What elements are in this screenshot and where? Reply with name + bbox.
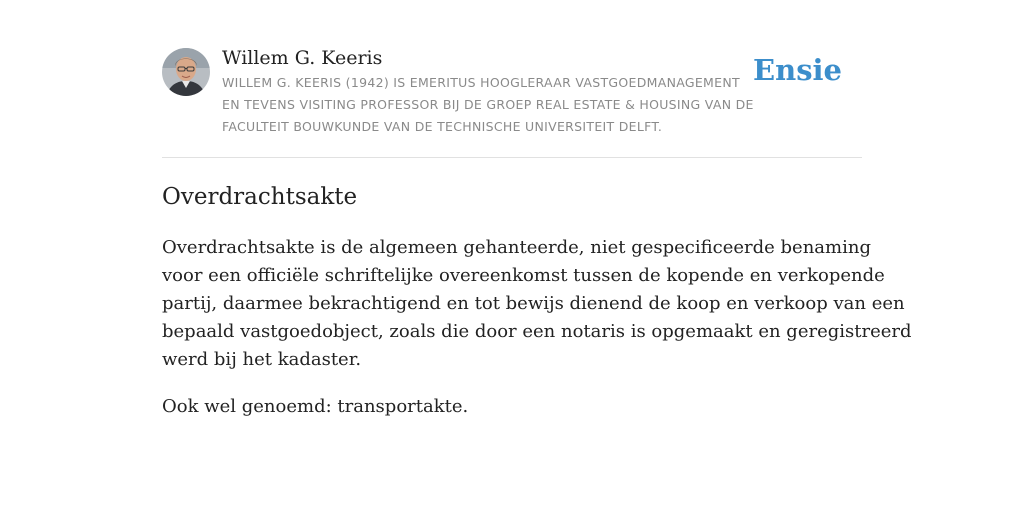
author-portrait-icon (162, 48, 210, 96)
author-header (162, 44, 862, 158)
definition-line: Overdrachtsakte is de algemeen gehanteerde, niet gespecificeerde benaming (162, 237, 871, 258)
entry-also-known-as: Ook wel genoemd: transportakte. (162, 396, 469, 417)
author-avatar[interactable] (162, 48, 210, 96)
ensie-logo[interactable]: Ensie (753, 53, 842, 87)
author-bio (222, 72, 782, 138)
entry-definition (162, 234, 912, 374)
author-bio-line: EN TEVENS VISITING PROFESSOR BIJ DE GROEP REAL ESTATE & HOUSING VAN DE (222, 97, 754, 112)
author-bio-line: WILLEM G. KEERIS (1942) IS EMERITUS HOOGLERAAR VASTGOEDMANAGEMENT (222, 75, 740, 90)
definition-line: werd bij het kadaster. (162, 349, 362, 370)
entry-title: Overdrachtsakte (162, 184, 358, 210)
definition-line: voor een officiële schriftelijke overeenkomst tussen de kopende en verkopende (162, 265, 885, 286)
definition-line: partij, daarmee bekrachtigend en tot bewijs dienend de koop en verkoop van een (162, 293, 905, 314)
definition-line: bepaald vastgoedobject, zoals die door een notaris is opgemaakt en geregistreerd (162, 321, 912, 342)
author-bio-line: FACULTEIT BOUWKUNDE VAN DE TECHNISCHE UNIVERSITEIT DELFT. (222, 119, 663, 134)
author-name[interactable]: Willem G. Keeris (222, 47, 383, 69)
